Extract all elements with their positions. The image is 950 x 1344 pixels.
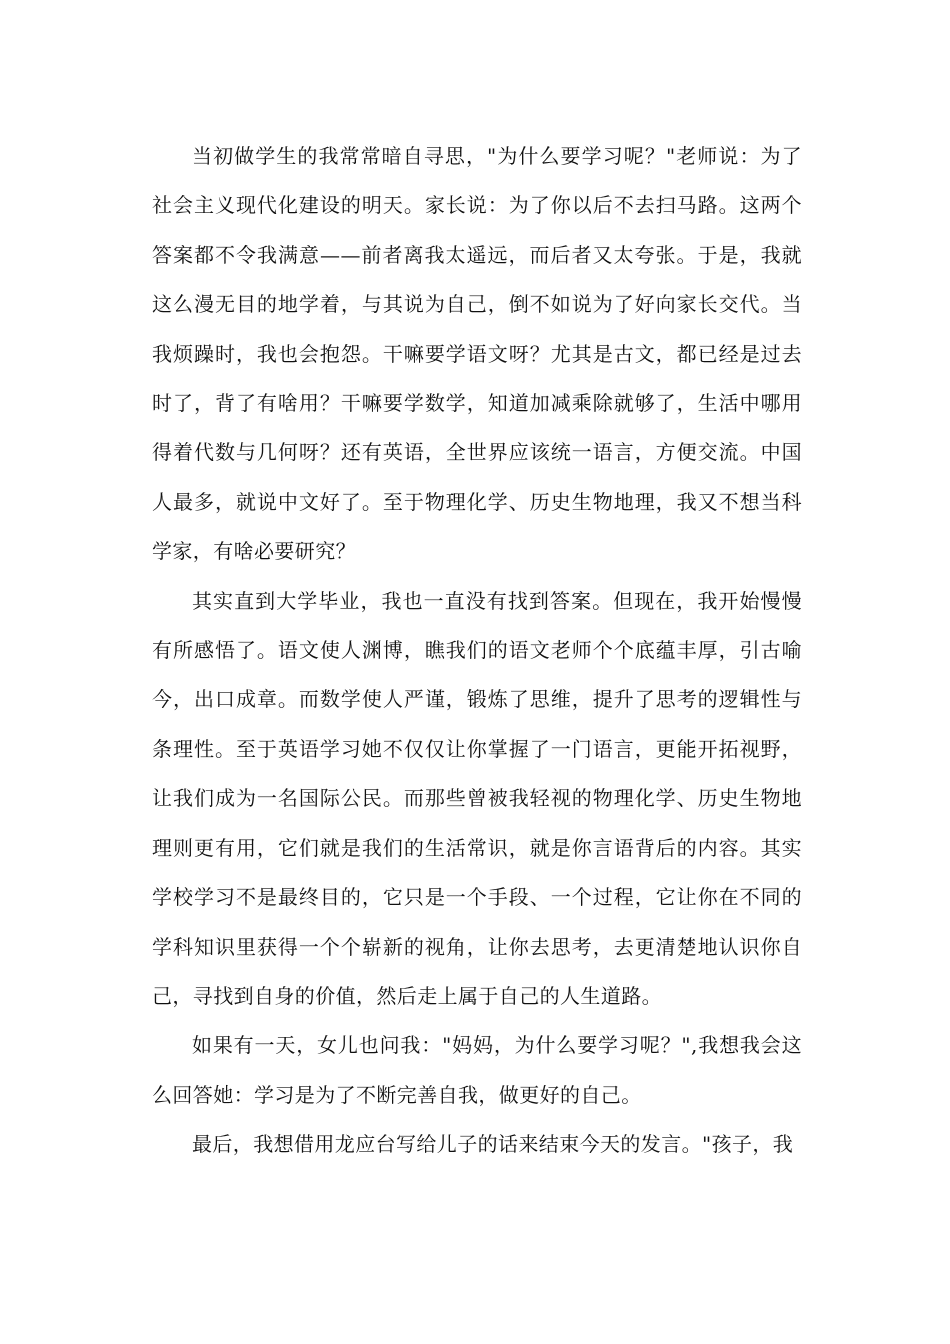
paragraph-2: 其实直到大学毕业，我也一直没有找到答案。但现在，我开始慢慢有所感悟了。语文使人渊博，瞧我们的语文老师个个底蕴丰厚，引古喻今，出口成章。而数学使人严谨，锻炼了思维，提升了思考的逻辑性与条理性。至于英语学习她不仅仅让你掌握了一门语言，更能开拓视野，让我们成为一名国际公民。而那些曾被我轻视的物理化学、历史生物地理则更有用，它们就是我们的生活常识，就是你言语背后的内容。其实学校学习不是最终目的，它只是一个手段、一个过程，它让你在不同的学科知识里获得一个个崭新的视角，让你去思考，去更清楚地认识你自己，寻找到自身的价值，然后走上属于自己的人生道路。 [152, 588, 802, 1008]
paragraph-1: 当初做学生的我常常暗自寻思，"为什么要学习呢？"老师说：为了社会主义现代化建设的明天。家长说：为了你以后不去扫马路。这两个答案都不令我满意——前者离我太遥远，而后者又太夸张。于是，我就这么漫无目的地学着，与其说为自己，倒不如说为了好向家长交代。当我烦躁时，我也会抱怨。干嘛要学语文呀？尤其是古文，都已经是过去时了，背了有啥用？干嘛要学数学，知道加减乘除就够了，生活中哪用得着代数与几何呀？还有英语，全世界应该统一语言，方便交流。中国人最多，就说中文好了。至于物理化学、历史生物地理，我又不想当科学家，有啥必要研究？ [152, 144, 802, 564]
paragraph-3: 如果有一天，女儿也问我："妈妈，为什么要学习呢？",我想我会这么回答她：学习是为了不断完善自我，做更好的自己。 [152, 1033, 802, 1107]
paragraph-4: 最后，我想借用龙应台写给儿子的话来结束今天的发言。"孩子，我 [192, 1132, 794, 1157]
document-body [152, 132, 802, 1170]
